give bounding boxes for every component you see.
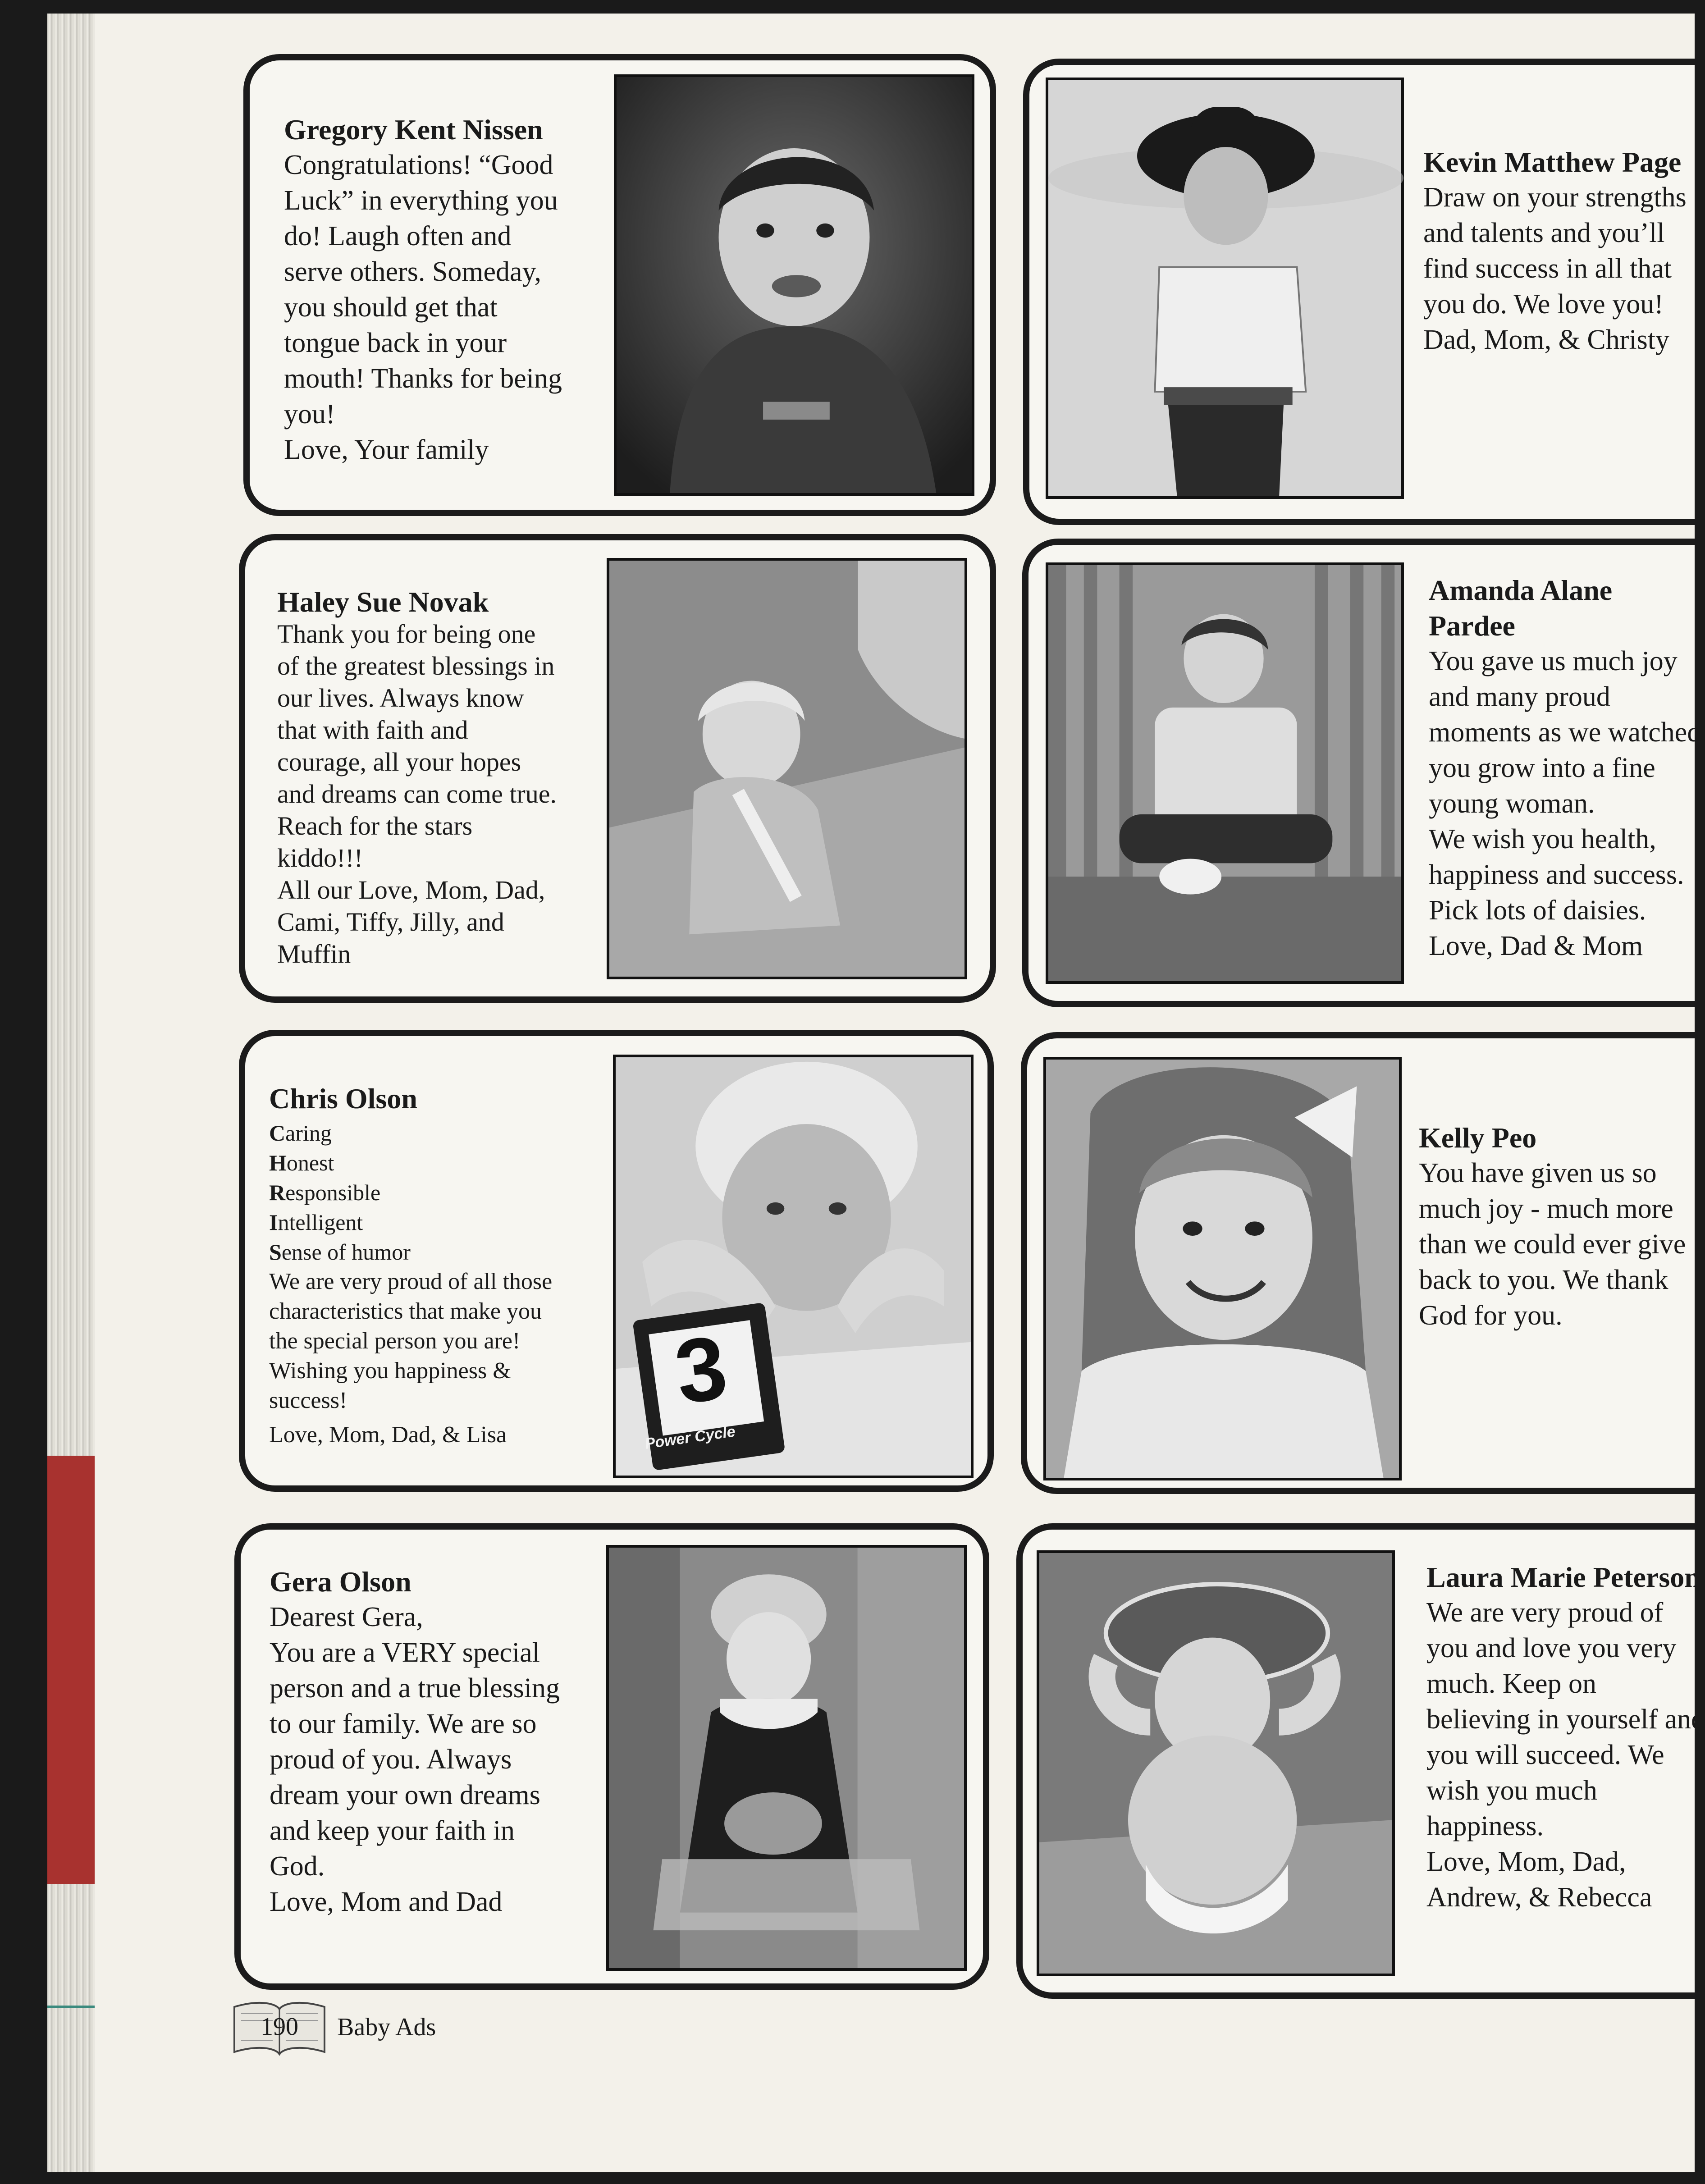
ad-line: God for you. [1419,1300,1563,1331]
ad-line: the special person you are! [269,1328,521,1354]
ad-line: believing in yourself and [1426,1704,1705,1735]
ad-line: Love, Mom, Dad, [1426,1846,1626,1877]
ad-line: God. [270,1851,325,1882]
acrostic-line: Honest [269,1150,334,1175]
cover-teal-line [47,2006,95,2008]
ad-line: serve others. Someday, [284,256,542,287]
ad-line: We are very proud of all those [269,1269,553,1294]
chair-photo [1048,565,1401,981]
ad-line: and many proud [1429,681,1610,712]
ad-text-kelly [1419,1120,1686,1334]
ad-line: you do. We love you! [1423,289,1664,320]
toddler-photo [617,77,972,493]
ad-line: find success in all that [1423,253,1672,284]
ad-photo-gregory [614,74,974,496]
ad-photo-kevin [1046,78,1404,499]
ad-photo-haley [607,558,967,979]
ad-line: You have given us so [1419,1158,1657,1188]
ad-line: our lives. Always know [277,683,524,713]
ad-line: Muffin [277,939,351,969]
ad-line: mouth! Thanks for being [284,363,562,394]
ad-line: happiness. [1426,1811,1544,1841]
ad-line: dream your own dreams [270,1780,540,1810]
ad-line: Pick lots of daisies. [1429,895,1646,926]
ad-line: Cami, Tiffy, Jilly, and [277,907,504,937]
ad-name: Amanda Alane Pardee [1429,574,1613,642]
scan-top-edge [0,0,1695,14]
ad-line: Reach for the stars [277,811,473,841]
ad-line: that with faith and [277,715,468,745]
ad-line: person and a true blessing [270,1673,560,1704]
ad-photo-chris [613,1055,974,1478]
ad-line: success! [269,1388,347,1413]
ad-line: All our Love, Mom, Dad, [277,875,545,905]
page-footer [230,1996,436,2059]
blond-boy-photo [616,1057,971,1476]
ad-line: wish you much [1426,1775,1597,1806]
ad-line: happiness and success. [1429,859,1684,890]
acrostic-line: Responsible [269,1180,381,1205]
ad-line: Love, Dad & Mom [1429,931,1643,961]
ad-name: Gera Olson [270,1566,411,1598]
ad-line: Love, Mom, Dad, & Lisa [269,1422,507,1448]
ad-line: do! Laugh often and [284,221,512,251]
ad-line: tongue back in your [284,328,507,358]
ad-text-gregory [284,112,562,468]
cowboy-photo [1048,80,1401,496]
ad-photo-kelly [1043,1057,1402,1480]
ad-line: We are very proud of [1426,1597,1664,1628]
ad-line: Andrew, & Rebecca [1426,1882,1652,1913]
ad-line: you! [284,399,335,429]
ad-line: You are a VERY special [270,1637,540,1668]
ad-line: you should get that [284,292,498,323]
ad-line: back to you. We thank [1419,1265,1668,1295]
ad-line: Dearest Gera, [270,1602,423,1632]
ad-text-gera [270,1564,560,1920]
ad-name: Chris Olson [269,1083,417,1115]
ad-line: Thank you for being one [277,619,536,649]
ad-name: Kelly Peo [1419,1122,1537,1154]
ad-name: Gregory Kent Nissen [284,114,543,146]
ad-line: young woman. [1429,788,1595,819]
ad-text-haley [277,586,557,970]
ad-name: Haley Sue Novak [277,586,489,618]
ad-line: Love, Mom and Dad [270,1887,503,1917]
acrostic-line: Caring [269,1120,332,1146]
girl-dress-photo [609,1548,964,1968]
ad-line: Draw on your strengths [1423,182,1687,213]
ad-line: to our family. We are so [270,1709,537,1739]
ad-photo-amanda [1046,562,1404,984]
cover-red-band [47,1456,95,1884]
ad-text-laura [1426,1559,1705,1915]
ad-line: You gave us much joy [1429,646,1678,676]
scan-bottom-edge [0,2172,1695,2184]
ad-line: much. Keep on [1426,1668,1597,1699]
ad-name: Kevin Matthew Page [1423,146,1682,178]
ad-line: Wishing you happiness & [269,1358,511,1384]
ad-photo-gera [606,1545,967,1971]
ad-line: and talents and you’ll [1423,218,1665,248]
ad-line: of the greatest blessings in [277,651,555,681]
girl-bow-photo [1046,1060,1399,1478]
baby-photo [609,561,964,977]
ad-line: Love, Your family [284,434,489,465]
ad-photo-laura [1037,1550,1395,1976]
baby-hat-photo [1039,1553,1392,1974]
ad-line: We wish you health, [1429,824,1656,854]
ad-line: than we could ever give [1419,1229,1686,1260]
ad-line: kiddo!!! [277,843,363,873]
ad-photo-sign: 3 [669,1316,733,1423]
ad-line: Congratulations! “Good [284,150,553,180]
ad-line: courage, all your hopes [277,747,521,777]
section-title: Baby Ads [337,2013,436,2041]
ad-line: much joy - much more [1419,1193,1673,1224]
ad-line: moments as we watched [1429,717,1701,748]
ad-photo-brand: Power Cycle [644,1423,736,1453]
ad-line: Dad, Mom, & Christy [1423,324,1669,355]
ad-line: and keep your faith in [270,1815,515,1846]
ad-line: proud of you. Always [270,1744,512,1775]
page-number: 190 [261,2013,298,2041]
ad-line: Luck” in everything you [284,185,558,216]
ad-name: Laura Marie Peterson [1426,1561,1700,1593]
ad-text-kevin [1423,144,1687,358]
ad-line: you grow into a fine [1429,753,1655,783]
ad-line: you and love you very [1426,1633,1677,1663]
ad-line: and dreams can come true. [277,779,557,809]
ad-line: you will succeed. We [1426,1740,1664,1770]
ad-text-chris [269,1079,552,1450]
open-book-icon [230,1998,329,2056]
ad-line: characteristics that make you [269,1298,542,1324]
ad-text-amanda [1429,572,1701,964]
acrostic-line: Intelligent [269,1210,363,1235]
acrostic-line: Sense of humor [269,1239,411,1265]
